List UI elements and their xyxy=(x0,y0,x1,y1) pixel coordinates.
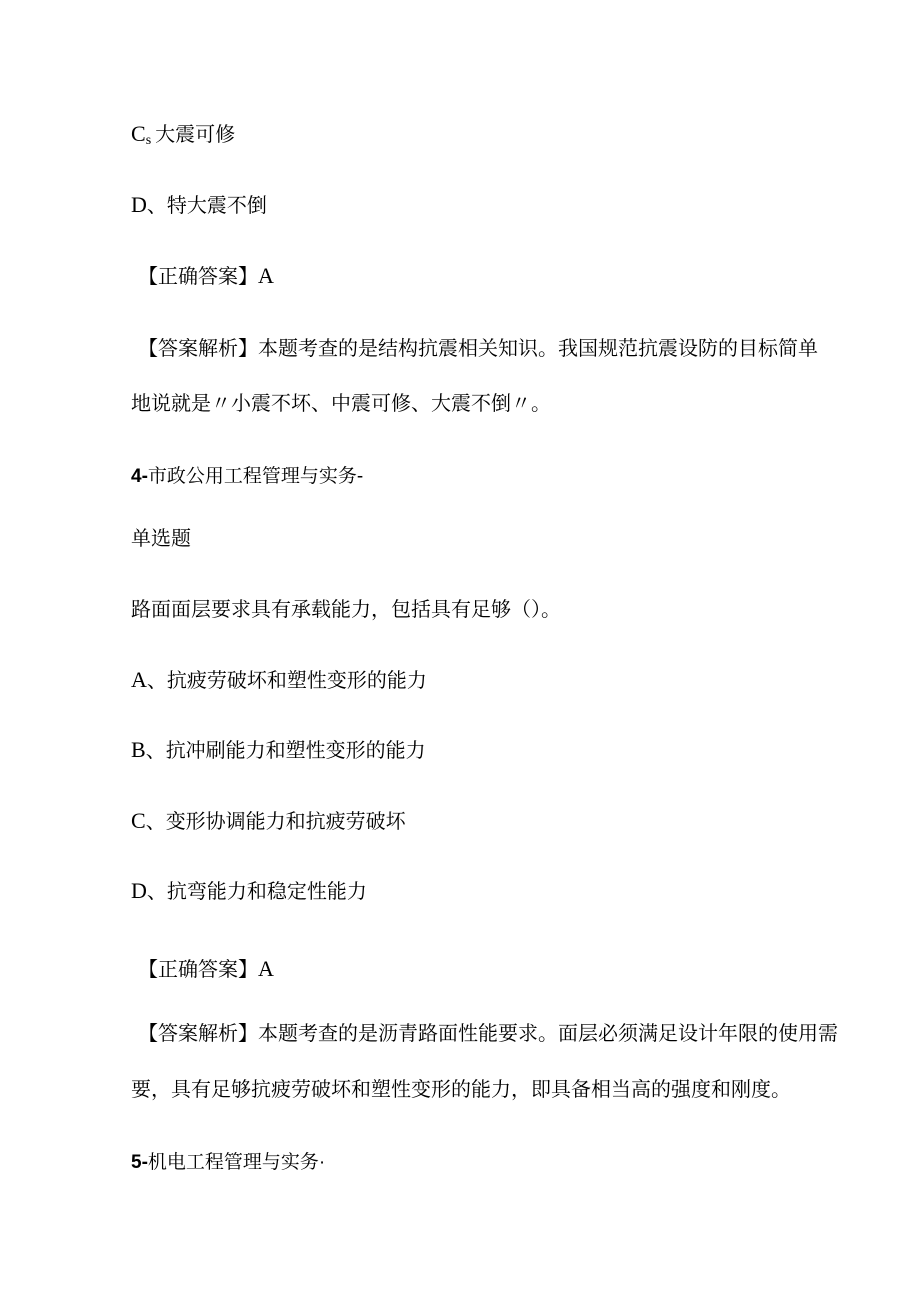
option-text: 变形协调能力和抗疲劳破坏 xyxy=(165,809,406,833)
option-d xyxy=(131,193,267,217)
option-b xyxy=(131,738,426,762)
section-heading xyxy=(131,465,363,489)
option-separator: s xyxy=(145,133,152,148)
section-title: 市政公用工程管理与实务- xyxy=(147,466,364,487)
option-separator: 、 xyxy=(145,809,166,833)
option-c xyxy=(131,809,406,833)
option-text: 特大震不倒 xyxy=(166,193,267,217)
answer-label: 【正确答案】 xyxy=(138,264,258,288)
option-letter: D xyxy=(131,878,147,903)
correct-answer xyxy=(138,264,274,288)
answer-analysis-line-2: 要，具有足够抗疲劳破坏和塑性变形的能力，即具备相当高的强度和刚度。 xyxy=(131,1077,791,1101)
answer-value: A xyxy=(258,956,274,981)
section-number: 5- xyxy=(131,1152,148,1173)
option-text: 抗弯能力和稳定性能力 xyxy=(166,879,367,903)
section-number: 4- xyxy=(131,466,148,487)
answer-value: A xyxy=(258,263,274,288)
option-letter: B xyxy=(131,737,146,762)
option-letter: C xyxy=(131,808,146,833)
option-c xyxy=(131,122,235,153)
option-letter: A xyxy=(131,667,147,692)
answer-label: 【正确答案】 xyxy=(138,957,258,981)
answer-analysis-line-1: 【答案解析】本题考查的是沥青路面性能要求。面层必须满足设计年限的使用需 xyxy=(138,1021,838,1045)
option-letter: D xyxy=(131,192,147,217)
section-title: 机电工程管理与实务· xyxy=(147,1152,326,1173)
option-letter: C xyxy=(131,121,146,146)
option-a xyxy=(131,668,427,692)
option-separator: 、 xyxy=(146,668,167,692)
option-separator: 、 xyxy=(146,879,167,903)
correct-answer xyxy=(138,957,274,981)
option-separator: 、 xyxy=(145,738,166,762)
answer-analysis-line-1: 【答案解析】本题考查的是结构抗震相关知识。我国规范抗震设防的目标简单 xyxy=(138,336,818,360)
option-separator: 、 xyxy=(146,193,167,217)
question-stem: 路面面层要求具有承载能力，包括具有足够（）。 xyxy=(131,597,561,621)
option-text: 抗冲刷能力和塑性变形的能力 xyxy=(165,738,426,762)
question-type: 单选题 xyxy=(131,526,191,550)
option-text: 大震可修 xyxy=(155,122,236,146)
option-d xyxy=(131,879,367,903)
answer-analysis-line-2: 地说就是〃小震不坏、中震可修、大震不倒〃。 xyxy=(131,391,551,415)
option-text: 抗疲劳破坏和塑性变形的能力 xyxy=(166,668,427,692)
section-heading xyxy=(131,1151,325,1175)
